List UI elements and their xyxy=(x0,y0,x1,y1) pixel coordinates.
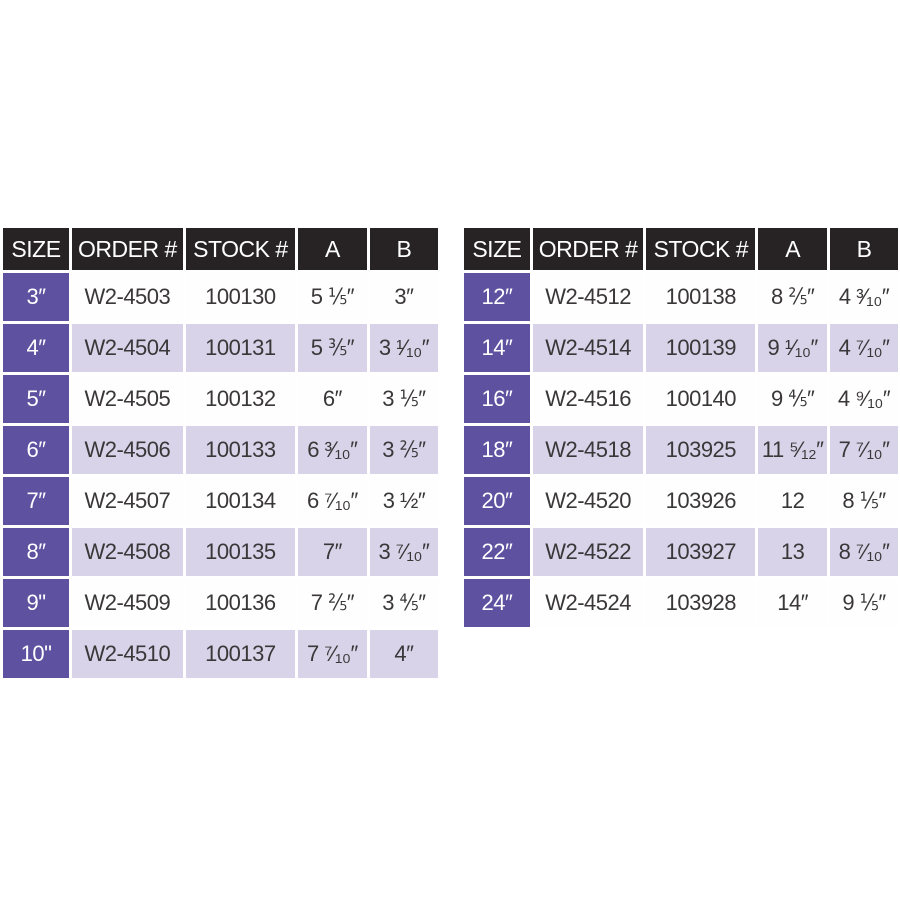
size-chart-table-left xyxy=(0,225,441,681)
table-cell: W2-4512 xyxy=(533,273,644,321)
table-row xyxy=(464,579,898,627)
table-cell: 103925 xyxy=(646,426,755,474)
table-row xyxy=(3,375,438,423)
table-cell: 5 ⅕″ xyxy=(298,273,367,321)
table-cell: 4 ⁹⁄₁₀″ xyxy=(830,375,898,423)
table-cell: 9 ⅘″ xyxy=(758,375,827,423)
table-cell: 103926 xyxy=(646,477,755,525)
size-cell: 3″ xyxy=(3,273,69,321)
table-cell: 7 ⅖″ xyxy=(298,579,367,627)
table-cell: 3 ½″ xyxy=(370,477,438,525)
table-cell: W2-4504 xyxy=(72,324,183,372)
table-row xyxy=(3,579,438,627)
table-cell: 3 ⅕″ xyxy=(370,375,438,423)
table-cell: 3 ⁷⁄₁₀″ xyxy=(370,528,438,576)
table-cell: W2-4520 xyxy=(533,477,644,525)
table-cell: W2-4508 xyxy=(72,528,183,576)
table-cell: 7″ xyxy=(298,528,367,576)
table-cell: W2-4507 xyxy=(72,477,183,525)
table-cell: 100135 xyxy=(186,528,295,576)
header-cell-b: B xyxy=(830,228,898,270)
header-cell-stock: STOCK # xyxy=(646,228,755,270)
table-cell: 9 ¹⁄₁₀″ xyxy=(758,324,827,372)
size-cell: 12″ xyxy=(464,273,530,321)
size-cell: 18″ xyxy=(464,426,530,474)
table-cell: W2-4522 xyxy=(533,528,644,576)
header-cell-a: A xyxy=(298,228,367,270)
size-cell: 6″ xyxy=(3,426,69,474)
table-cell: 6″ xyxy=(298,375,367,423)
table-cell: 100133 xyxy=(186,426,295,474)
table-header-row xyxy=(464,228,898,270)
table-row xyxy=(464,273,898,321)
table-cell: 100137 xyxy=(186,630,295,678)
table-cell: 100130 xyxy=(186,273,295,321)
table-header-row xyxy=(3,228,438,270)
table-cell: W2-4516 xyxy=(533,375,644,423)
table-cell: W2-4505 xyxy=(72,375,183,423)
table-row xyxy=(3,273,438,321)
header-cell-a: A xyxy=(758,228,827,270)
table-cell: 4″ xyxy=(370,630,438,678)
table-cell: W2-4506 xyxy=(72,426,183,474)
table-cell: 13 xyxy=(758,528,827,576)
table-cell: 8 ⅖″ xyxy=(758,273,827,321)
table-row xyxy=(464,528,898,576)
table-cell: 3″ xyxy=(370,273,438,321)
table-row xyxy=(3,630,438,678)
table-row xyxy=(464,426,898,474)
table-row xyxy=(3,477,438,525)
table-row xyxy=(3,426,438,474)
table-cell: 7 ⁷⁄₁₀″ xyxy=(830,426,898,474)
table-cell: 5 ⅗″ xyxy=(298,324,367,372)
size-cell: 4″ xyxy=(3,324,69,372)
size-cell: 8″ xyxy=(3,528,69,576)
table-cell: 100140 xyxy=(646,375,755,423)
size-cell: 9" xyxy=(3,579,69,627)
table-row xyxy=(464,324,898,372)
table-cell: 103927 xyxy=(646,528,755,576)
header-cell-size: SIZE xyxy=(464,228,530,270)
size-cell: 24″ xyxy=(464,579,530,627)
table-cell: W2-4509 xyxy=(72,579,183,627)
table-cell: 100139 xyxy=(646,324,755,372)
size-cell: 16″ xyxy=(464,375,530,423)
table-cell: 3 ⅘″ xyxy=(370,579,438,627)
table-cell: W2-4510 xyxy=(72,630,183,678)
table-cell: 11 ⁵⁄₁₂″ xyxy=(758,426,827,474)
table-cell: W2-4518 xyxy=(533,426,644,474)
table-cell: 100132 xyxy=(186,375,295,423)
table-cell: 6 ⁷⁄₁₀″ xyxy=(298,477,367,525)
table-cell: 8 ⅕″ xyxy=(830,477,898,525)
size-cell: 14″ xyxy=(464,324,530,372)
table-cell: 3 ⅖″ xyxy=(370,426,438,474)
table-cell: 7 ⁷⁄₁₀″ xyxy=(298,630,367,678)
table-cell: 12 xyxy=(758,477,827,525)
table-row xyxy=(3,324,438,372)
table-cell: W2-4514 xyxy=(533,324,644,372)
size-cell: 22″ xyxy=(464,528,530,576)
table-row xyxy=(464,375,898,423)
header-cell-order: ORDER # xyxy=(72,228,183,270)
header-cell-size: SIZE xyxy=(3,228,69,270)
table-cell: W2-4503 xyxy=(72,273,183,321)
table-cell: 100138 xyxy=(646,273,755,321)
size-cell: 20″ xyxy=(464,477,530,525)
header-cell-b: B xyxy=(370,228,438,270)
table-row xyxy=(3,528,438,576)
table-cell: 4 ³⁄₁₀″ xyxy=(830,273,898,321)
table-cell: 9 ⅕″ xyxy=(830,579,898,627)
table-cell: 3 ¹⁄₁₀″ xyxy=(370,324,438,372)
size-cell: 5″ xyxy=(3,375,69,423)
size-cell: 10" xyxy=(3,630,69,678)
size-cell: 7″ xyxy=(3,477,69,525)
table-row xyxy=(464,477,898,525)
table-cell: 4 ⁷⁄₁₀″ xyxy=(830,324,898,372)
table-cell: 103928 xyxy=(646,579,755,627)
header-cell-stock: STOCK # xyxy=(186,228,295,270)
header-cell-order: ORDER # xyxy=(533,228,644,270)
size-chart-table-right xyxy=(461,225,900,630)
table-cell: 100131 xyxy=(186,324,295,372)
table-cell: 8 ⁷⁄₁₀″ xyxy=(830,528,898,576)
table-cell: 6 ³⁄₁₀″ xyxy=(298,426,367,474)
table-cell: 14″ xyxy=(758,579,827,627)
table-cell: 100136 xyxy=(186,579,295,627)
table-cell: 100134 xyxy=(186,477,295,525)
table-cell: W2-4524 xyxy=(533,579,644,627)
